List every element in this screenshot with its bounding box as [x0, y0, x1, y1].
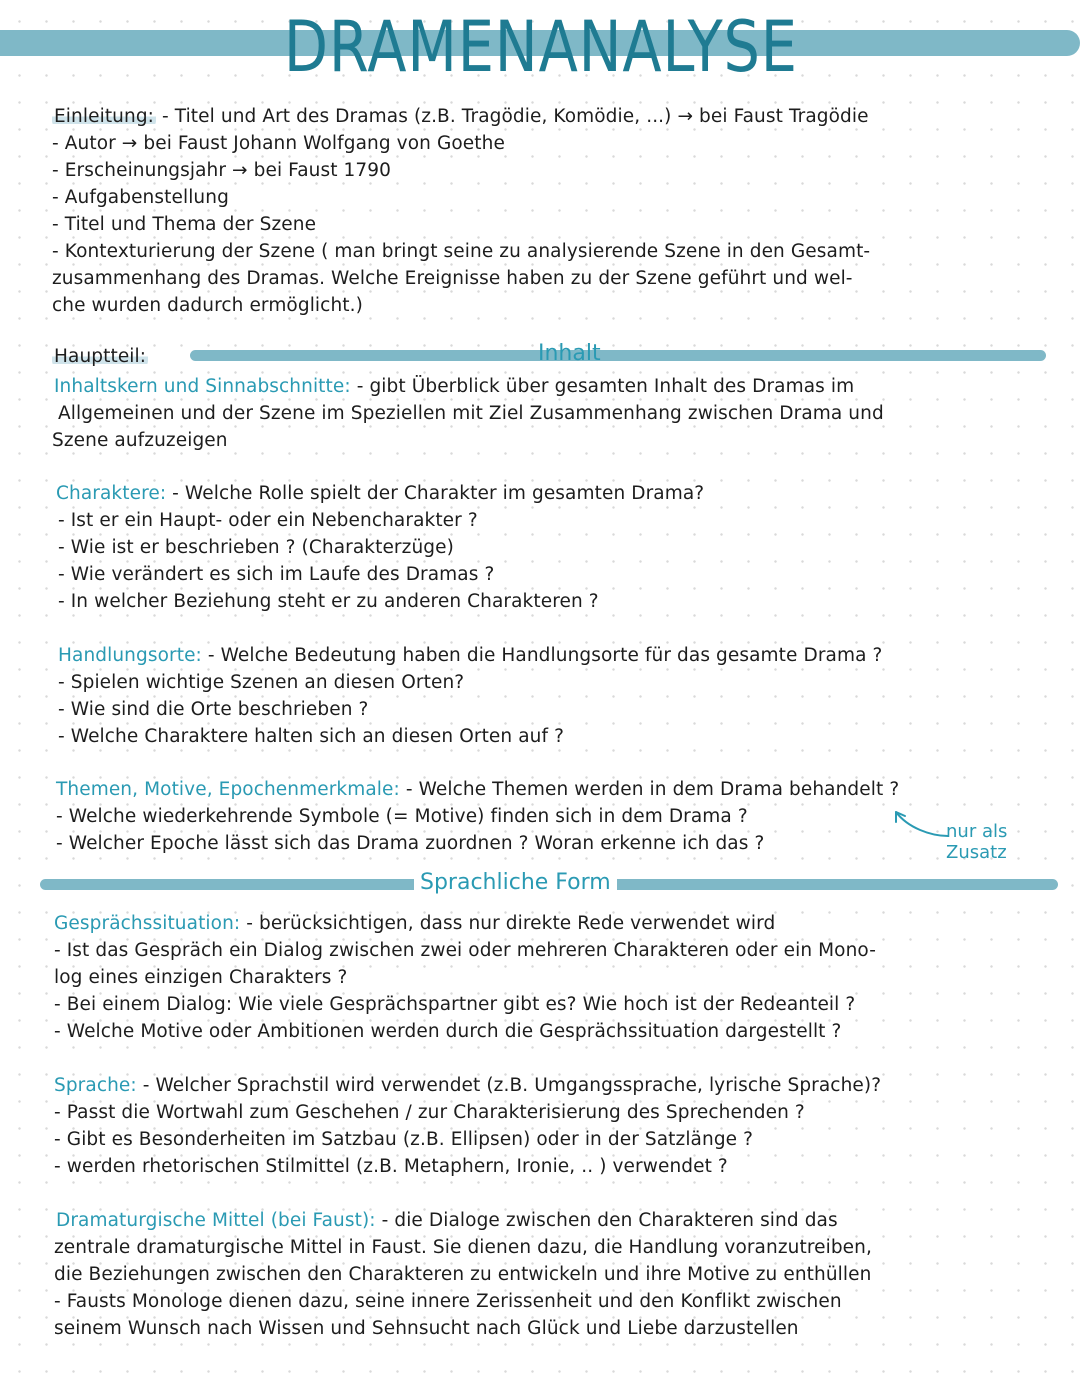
form-band-label: Sprachliche Form	[414, 869, 617, 897]
intro-line-2: - Autor → bei Faust Johann Wolfgang von Goethe	[52, 133, 505, 154]
charaktere-first-text: - Welche Rolle spielt der Charakter im gesamten Drama?	[166, 483, 705, 504]
charaktere-line-3: - Wie ist er beschrieben ? (Charakterzüge)	[58, 537, 454, 558]
themen-first-text: - Welche Themen werden in dem Drama behandelt ?	[399, 779, 900, 800]
inhaltskern-label: Inhaltskern und Sinnabschnitte:	[54, 376, 351, 397]
gespraech-line-4: - Bei einem Dialog: Wie viele Gesprächspartner gibt es? Wie hoch ist der Redeanteil ?	[54, 994, 856, 1015]
dramaturgisch-line-2: zentrale dramaturgische Mittel in Faust. Sie dienen dazu, die Handlung voranzutreiben,	[54, 1237, 872, 1258]
intro-first-text: - Titel und Art des Dramas (z.B. Tragödie, Komödie, ...) → bei Faust Tragödie	[156, 106, 869, 127]
main-label: Hauptteil:	[54, 346, 147, 367]
intro-line-3: - Erscheinungsjahr → bei Faust 1790	[52, 160, 392, 181]
handlungsorte-line-2: - Spielen wichtige Szenen an diesen Orten?	[58, 672, 465, 693]
intro-label: Einleitung:	[54, 106, 154, 127]
handlungsorte-label: Handlungsorte:	[58, 645, 202, 666]
handlungsorte-first-text: - Welche Bedeutung haben die Handlungsorte für das gesamte Drama ?	[201, 645, 883, 666]
gespraech-line-3: log eines einzigen Charakters ?	[54, 967, 348, 988]
intro-line-1	[52, 104, 869, 130]
dramaturgisch-label: Dramaturgische Mittel (bei Faust):	[56, 1210, 376, 1231]
gespraech-line-1	[54, 911, 775, 937]
inhaltskern-first-text: - gibt Überblick über gesamten Inhalt des Dramas im	[350, 376, 855, 397]
note-text-2: Zusatz	[946, 842, 1007, 863]
dramaturgisch-line-3: die Beziehungen zwischen den Charakteren zu entwickeln und ihre Motive zu enthüllen	[54, 1264, 872, 1285]
charaktere-line-1	[56, 481, 704, 507]
sprache-line-1	[54, 1073, 881, 1099]
gespraech-line-2: - Ist das Gespräch ein Dialog zwischen zwei oder mehreren Charakteren oder ein Mono-	[54, 940, 876, 961]
content-band-label: Inhalt	[538, 341, 601, 366]
gespraech-line-5: - Welche Motive oder Ambitionen werden durch die Gesprächssituation dargestellt ?	[54, 1021, 842, 1042]
themen-line-2: - Welche wiederkehrende Symbole (= Motive) finden sich in dem Drama ?	[56, 806, 748, 827]
handlungsorte-line-3: - Wie sind die Orte beschrieben ?	[58, 699, 369, 720]
dramaturgisch-line-4: - Fausts Monologe dienen dazu, seine innere Zerissenheit und den Konflikt zwischen	[54, 1291, 842, 1312]
sprache-first-text: - Welcher Sprachstil wird verwendet (z.B. Umgangssprache, lyrische Sprache)?	[136, 1075, 882, 1096]
intro-line-7: zusammenhang des Dramas. Welche Ereignisse haben zu der Szene geführt und wel-	[52, 268, 853, 289]
charaktere-line-5: - In welcher Beziehung steht er zu anderen Charakteren ?	[58, 591, 599, 612]
note-text-1: nur als	[946, 821, 1008, 842]
intro-line-4: - Aufgabenstellung	[52, 187, 229, 208]
dramaturgisch-line-5: seinem Wunsch nach Wissen und Sehnsucht nach Glück und Liebe darzustellen	[54, 1318, 799, 1339]
content-band	[190, 350, 1046, 361]
inhaltskern-line-2: Allgemeinen und der Szene im Speziellen mit Ziel Zusammenhang zwischen Drama und	[58, 403, 884, 424]
gespraech-label: Gesprächssituation:	[54, 913, 241, 934]
sprache-line-2: - Passt die Wortwahl zum Geschehen / zur Charakterisierung des Sprechenden ?	[54, 1102, 805, 1123]
themen-line-3: - Welcher Epoche lässt sich das Drama zuordnen ? Woran erkenne ich das ?	[56, 833, 765, 854]
inhaltskern-line-3: Szene aufzuzeigen	[52, 430, 228, 451]
sprache-line-4: - werden rhetorischen Stilmittel (z.B. Metaphern, Ironie, .. ) verwendet ?	[54, 1156, 728, 1177]
sprache-line-3: - Gibt es Besonderheiten im Satzbau (z.B. Ellipsen) oder in der Satzlänge ?	[54, 1129, 754, 1150]
themen-label: Themen, Motive, Epochenmerkmale:	[56, 779, 400, 800]
dramaturgisch-first-text: - die Dialoge zwischen den Charakteren sind das	[375, 1210, 838, 1231]
charaktere-line-2: - Ist er ein Haupt- oder ein Nebencharakter ?	[58, 510, 478, 531]
intro-line-6: - Kontexturierung der Szene ( man bringt seine zu analysierende Szene in den Gesamt-	[52, 241, 871, 262]
inhaltskern-line-1	[54, 374, 854, 400]
page-title: DRAMENANALYSE	[283, 6, 798, 88]
handlungsorte-line-1	[58, 643, 882, 669]
sprache-label: Sprache:	[54, 1075, 137, 1096]
themen-line-1	[56, 777, 899, 803]
main-label-row	[52, 344, 148, 370]
intro-line-8: che wurden dadurch ermöglicht.)	[52, 295, 363, 316]
intro-line-5: - Titel und Thema der Szene	[52, 214, 317, 235]
charaktere-line-4: - Wie verändert es sich im Laufe des Dramas ?	[58, 564, 495, 585]
dramaturgisch-line-1	[56, 1208, 838, 1234]
gespraech-first-text: - berücksichtigen, dass nur direkte Rede verwendet wird	[240, 913, 776, 934]
handlungsorte-line-4: - Welche Charaktere halten sich an diesen Orten auf ?	[58, 726, 564, 747]
charaktere-label: Charaktere:	[56, 483, 167, 504]
